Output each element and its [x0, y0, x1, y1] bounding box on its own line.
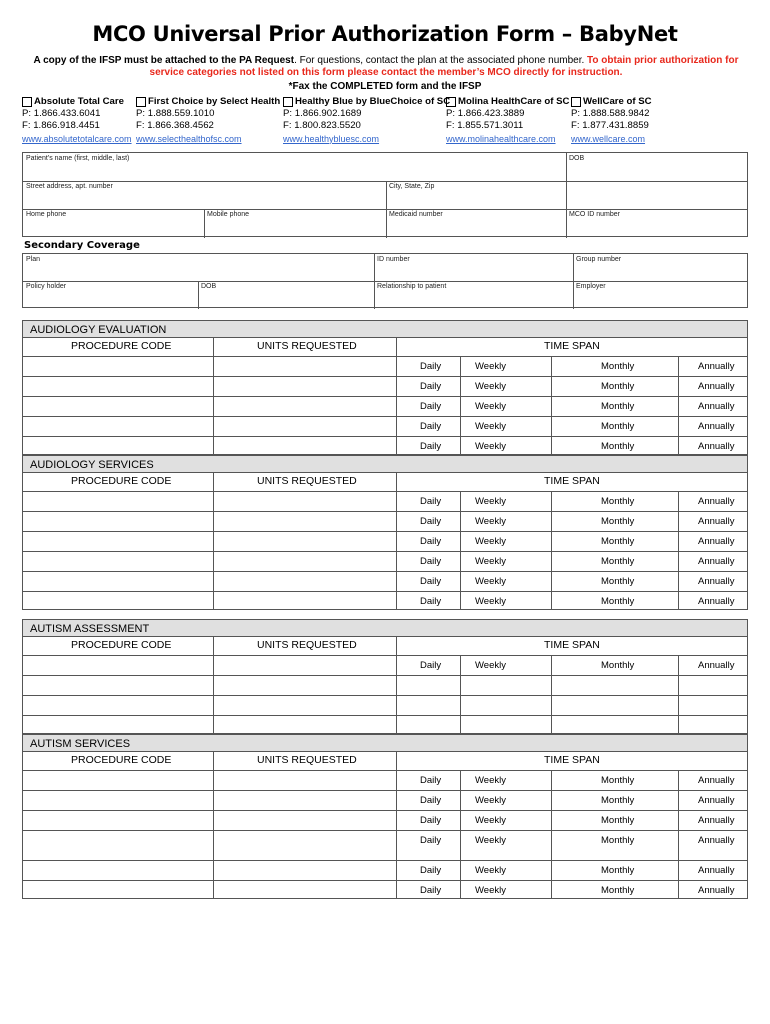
- timespan-annually-option[interactable]: Annually: [698, 660, 735, 671]
- timespan-daily-option[interactable]: Daily: [420, 660, 442, 671]
- plan-fax: F: 1.877.431.8859: [571, 120, 649, 132]
- procedure-code-input[interactable]: [23, 790, 213, 810]
- time-span-header: TIME SPAN: [544, 475, 600, 487]
- timespan-monthly-option[interactable]: Monthly: [601, 421, 635, 432]
- timespan-weekly-option[interactable]: Weekly: [475, 361, 506, 372]
- timespan-annually-option[interactable]: Annually: [698, 536, 735, 547]
- units-requested-header: UNITS REQUESTED: [257, 639, 357, 651]
- timespan-annually-option[interactable]: Annually: [698, 361, 735, 372]
- units-requested-input[interactable]: [213, 551, 396, 571]
- medicaid-number-field[interactable]: Medicaid number: [389, 211, 443, 218]
- procedure-code-input[interactable]: [23, 675, 213, 695]
- procedure-code-input[interactable]: [23, 770, 213, 790]
- patient-name-field[interactable]: Patient’s name (first, middle, last): [26, 155, 130, 162]
- timespan-monthly-option[interactable]: Monthly: [601, 381, 635, 392]
- plan-link[interactable]: www.wellcare.com: [571, 133, 646, 144]
- timespan-annually-option[interactable]: Annually: [698, 596, 735, 607]
- plan-checkbox[interactable]: [571, 97, 581, 107]
- units-requested-input[interactable]: [213, 356, 396, 376]
- timespan-monthly-option[interactable]: Monthly: [601, 516, 635, 527]
- timespan-weekly-option[interactable]: Weekly: [475, 536, 506, 547]
- time-span-header: TIME SPAN: [544, 340, 600, 352]
- timespan-monthly-option[interactable]: Monthly: [601, 865, 635, 876]
- timespan-weekly-option[interactable]: Weekly: [475, 815, 506, 826]
- procedure-code-input[interactable]: [23, 511, 213, 531]
- home-phone-field[interactable]: Home phone: [26, 211, 67, 218]
- units-requested-input[interactable]: [213, 790, 396, 810]
- timespan-daily-option[interactable]: Daily: [420, 401, 442, 412]
- units-requested-input[interactable]: [213, 675, 396, 695]
- time-span-header: TIME SPAN: [544, 639, 600, 651]
- street-address-field[interactable]: Street address, apt. number: [26, 183, 113, 190]
- plan-link[interactable]: www.selecthealthofsc.com: [136, 133, 242, 144]
- timespan-weekly-option[interactable]: Weekly: [475, 795, 506, 806]
- procedure-code-input[interactable]: [23, 715, 213, 735]
- mobile-phone-field[interactable]: Mobile phone: [207, 211, 250, 218]
- timespan-weekly-option[interactable]: Weekly: [475, 496, 506, 507]
- procedure-code-header: PROCEDURE CODE: [71, 340, 172, 352]
- timespan-daily-option[interactable]: Daily: [420, 536, 442, 547]
- timespan-annually-option[interactable]: Annually: [698, 496, 735, 507]
- units-requested-input[interactable]: [213, 376, 396, 396]
- timespan-annually-option[interactable]: Annually: [698, 576, 735, 587]
- procedure-code-input[interactable]: [23, 396, 213, 416]
- timespan-annually-option[interactable]: Annually: [698, 795, 735, 806]
- section-title: AUTISM SERVICES: [30, 738, 131, 750]
- timespan-annually-option[interactable]: Annually: [698, 885, 735, 896]
- units-requested-input[interactable]: [213, 860, 396, 880]
- units-requested-input[interactable]: [213, 810, 396, 830]
- units-requested-input[interactable]: [213, 396, 396, 416]
- time-span-header: TIME SPAN: [544, 754, 600, 766]
- procedure-code-input[interactable]: [23, 830, 213, 860]
- timespan-monthly-option[interactable]: Monthly: [601, 835, 635, 846]
- section-audiology-services: [22, 455, 748, 610]
- timespan-monthly-option[interactable]: Monthly: [601, 576, 635, 587]
- patient-dob-field[interactable]: DOB: [569, 155, 585, 162]
- timespan-daily-option[interactable]: Daily: [420, 865, 442, 876]
- plan-phone: P: 1.888.588.9842: [571, 108, 650, 120]
- units-requested-input[interactable]: [213, 531, 396, 551]
- plan-healthy-blue: [283, 96, 450, 145]
- timespan-daily-option[interactable]: Daily: [420, 885, 442, 896]
- timespan-weekly-option[interactable]: Weekly: [475, 596, 506, 607]
- plan-checkbox[interactable]: [22, 97, 32, 107]
- plan-name: First Choice by Select Health: [148, 96, 281, 107]
- procedure-code-input[interactable]: [23, 655, 213, 675]
- timespan-annually-option[interactable]: Annually: [698, 835, 735, 846]
- timespan-daily-option[interactable]: Daily: [420, 596, 442, 607]
- timespan-monthly-option[interactable]: Monthly: [601, 596, 635, 607]
- units-requested-input[interactable]: [213, 436, 396, 456]
- timespan-weekly-option[interactable]: Weekly: [475, 441, 506, 452]
- timespan-monthly-option[interactable]: Monthly: [601, 775, 635, 786]
- plan-checkbox[interactable]: [283, 97, 293, 107]
- timespan-monthly-option[interactable]: Monthly: [601, 660, 635, 671]
- timespan-daily-option[interactable]: Daily: [420, 516, 442, 527]
- plan-phone: P: 1.888.559.1010: [136, 108, 215, 120]
- plan-name: Molina HealthCare of SC: [458, 96, 570, 107]
- procedure-code-input[interactable]: [23, 810, 213, 830]
- timespan-weekly-option[interactable]: Weekly: [475, 381, 506, 392]
- plan-wellcare: [571, 96, 652, 145]
- plan-fax: F: 1.800.823.5520: [283, 120, 361, 132]
- units-requested-header: UNITS REQUESTED: [257, 340, 357, 352]
- timespan-weekly-option[interactable]: Weekly: [475, 885, 506, 896]
- procedure-code-header: PROCEDURE CODE: [71, 754, 172, 766]
- plan-fax: F: 1.866.918.4451: [22, 120, 100, 132]
- section-title: AUDIOLOGY SERVICES: [30, 459, 154, 471]
- secondary-coverage-grid: [22, 253, 748, 308]
- timespan-daily-option[interactable]: Daily: [420, 576, 442, 587]
- section-title: AUDIOLOGY EVALUATION: [30, 324, 167, 336]
- plan-name: Absolute Total Care: [34, 96, 124, 107]
- units-requested-input[interactable]: [213, 511, 396, 531]
- policy-holder-dob-field[interactable]: DOB: [201, 283, 217, 290]
- timespan-monthly-option[interactable]: Monthly: [601, 401, 635, 412]
- plan-molina: [446, 96, 569, 145]
- timespan-weekly-option[interactable]: Weekly: [475, 516, 506, 527]
- ifsp-note: A copy of the IFSP must be attached to the PA Request: [33, 55, 295, 66]
- timespan-weekly-option[interactable]: Weekly: [475, 775, 506, 786]
- timespan-annually-option[interactable]: Annually: [698, 865, 735, 876]
- plan-name: WellCare of SC: [583, 96, 652, 107]
- timespan-annually-option[interactable]: Annually: [698, 516, 735, 527]
- timespan-weekly-option[interactable]: Weekly: [475, 556, 506, 567]
- timespan-monthly-option[interactable]: Monthly: [601, 496, 635, 507]
- mco-id-field[interactable]: MCO ID number: [569, 211, 620, 218]
- timespan-daily-option[interactable]: Daily: [420, 496, 442, 507]
- timespan-monthly-option[interactable]: Monthly: [601, 885, 635, 896]
- secondary-plan-field[interactable]: Plan: [26, 256, 41, 263]
- units-requested-input[interactable]: [213, 571, 396, 591]
- plan-phone: P: 1.866.433.6041: [22, 108, 101, 120]
- plan-fax: F: 1.866.368.4562: [136, 120, 214, 132]
- units-requested-header: UNITS REQUESTED: [257, 475, 357, 487]
- timespan-annually-option[interactable]: Annually: [698, 815, 735, 826]
- plan-phone: P: 1.866.902.1689: [283, 108, 362, 120]
- timespan-daily-option[interactable]: Daily: [420, 441, 442, 452]
- group-number-field[interactable]: Group number: [576, 256, 622, 263]
- plan-link[interactable]: www.absolutetotalcare.com: [22, 133, 132, 144]
- units-requested-input[interactable]: [213, 416, 396, 436]
- plan-list: [0, 96, 770, 146]
- units-requested-input[interactable]: [213, 715, 396, 735]
- timespan-annually-option[interactable]: Annually: [698, 421, 735, 432]
- units-requested-input[interactable]: [213, 591, 396, 611]
- timespan-daily-option[interactable]: Daily: [420, 775, 442, 786]
- timespan-annually-option[interactable]: Annually: [698, 441, 735, 452]
- policy-holder-field[interactable]: Policy holder: [26, 283, 67, 290]
- procedure-code-input[interactable]: [23, 551, 213, 571]
- instructions: [24, 55, 748, 79]
- timespan-annually-option[interactable]: Annually: [698, 556, 735, 567]
- units-requested-input[interactable]: [213, 491, 396, 511]
- plan-checkbox[interactable]: [446, 97, 456, 107]
- patient-info-grid: [22, 152, 748, 237]
- plan-fax: F: 1.855.571.3011: [446, 120, 524, 132]
- procedure-code-input[interactable]: [23, 591, 213, 611]
- procedure-code-input[interactable]: [23, 436, 213, 456]
- timespan-weekly-option[interactable]: Weekly: [475, 660, 506, 671]
- procedure-code-header: PROCEDURE CODE: [71, 639, 172, 651]
- section-audiology-evaluation: [22, 320, 748, 455]
- timespan-daily-option[interactable]: Daily: [420, 815, 442, 826]
- timespan-weekly-option[interactable]: Weekly: [475, 835, 506, 846]
- procedure-code-input[interactable]: [23, 695, 213, 715]
- procedure-code-input[interactable]: [23, 491, 213, 511]
- timespan-monthly-option[interactable]: Monthly: [601, 815, 635, 826]
- procedure-code-input[interactable]: [23, 416, 213, 436]
- timespan-monthly-option[interactable]: Monthly: [601, 795, 635, 806]
- form-title: MCO Universal Prior Authorization Form – BabyNet: [92, 22, 678, 46]
- timespan-daily-option[interactable]: Daily: [420, 835, 442, 846]
- timespan-monthly-option[interactable]: Monthly: [601, 361, 635, 372]
- plan-first-choice: [136, 96, 280, 145]
- units-requested-input[interactable]: [213, 880, 396, 900]
- timespan-monthly-option[interactable]: Monthly: [601, 441, 635, 452]
- timespan-daily-option[interactable]: Daily: [420, 361, 442, 372]
- timespan-monthly-option[interactable]: Monthly: [601, 536, 635, 547]
- section-autism-services: [22, 734, 748, 899]
- procedure-code-header: PROCEDURE CODE: [71, 475, 172, 487]
- units-requested-header: UNITS REQUESTED: [257, 754, 357, 766]
- units-requested-input[interactable]: [213, 770, 396, 790]
- plan-link[interactable]: www.healthybluesc.com: [283, 133, 380, 144]
- timespan-daily-option[interactable]: Daily: [420, 421, 442, 432]
- timespan-daily-option[interactable]: Daily: [420, 381, 442, 392]
- timespan-annually-option[interactable]: Annually: [698, 401, 735, 412]
- procedure-code-input[interactable]: [23, 860, 213, 880]
- plan-checkbox[interactable]: [136, 97, 146, 107]
- city-state-zip-field[interactable]: City, State, Zip: [389, 183, 435, 190]
- section-autism-assessment: [22, 619, 748, 734]
- timespan-weekly-option[interactable]: Weekly: [475, 576, 506, 587]
- units-requested-input[interactable]: [213, 655, 396, 675]
- fax-note: *Fax the COMPLETED form and the IFSP: [288, 81, 482, 92]
- prior-auth-note: To obtain prior authorization for service categories not listed on this form please contact the member’s MCO directly for instruction.: [149, 55, 739, 78]
- plan-phone: P: 1.866.423.3889: [446, 108, 525, 120]
- relationship-field[interactable]: Relationship to patient: [377, 283, 447, 290]
- timespan-weekly-option[interactable]: Weekly: [475, 421, 506, 432]
- timespan-weekly-option[interactable]: Weekly: [475, 401, 506, 412]
- secondary-id-field[interactable]: ID number: [377, 256, 410, 263]
- units-requested-input[interactable]: [213, 830, 396, 860]
- procedure-code-input[interactable]: [23, 571, 213, 591]
- secondary-coverage-heading: Secondary Coverage: [24, 240, 140, 251]
- section-title: AUTISM ASSESSMENT: [30, 623, 150, 635]
- plan-name: Healthy Blue by BlueChoice of SC: [295, 96, 451, 107]
- questions-note: . For questions, contact the plan at the associated phone number.: [294, 55, 588, 66]
- timespan-annually-option[interactable]: Annually: [698, 775, 735, 786]
- plan-link[interactable]: www.molinahealthcare.com: [446, 133, 556, 144]
- procedure-code-input[interactable]: [23, 356, 213, 376]
- procedure-code-input[interactable]: [23, 880, 213, 900]
- timespan-daily-option[interactable]: Daily: [420, 556, 442, 567]
- plan-absolute-total-care: [22, 96, 132, 145]
- procedure-code-input[interactable]: [23, 376, 213, 396]
- units-requested-input[interactable]: [213, 695, 396, 715]
- timespan-daily-option[interactable]: Daily: [420, 795, 442, 806]
- procedure-code-input[interactable]: [23, 531, 213, 551]
- timespan-monthly-option[interactable]: Monthly: [601, 556, 635, 567]
- timespan-annually-option[interactable]: Annually: [698, 381, 735, 392]
- timespan-weekly-option[interactable]: Weekly: [475, 865, 506, 876]
- employer-field[interactable]: Employer: [576, 283, 606, 290]
